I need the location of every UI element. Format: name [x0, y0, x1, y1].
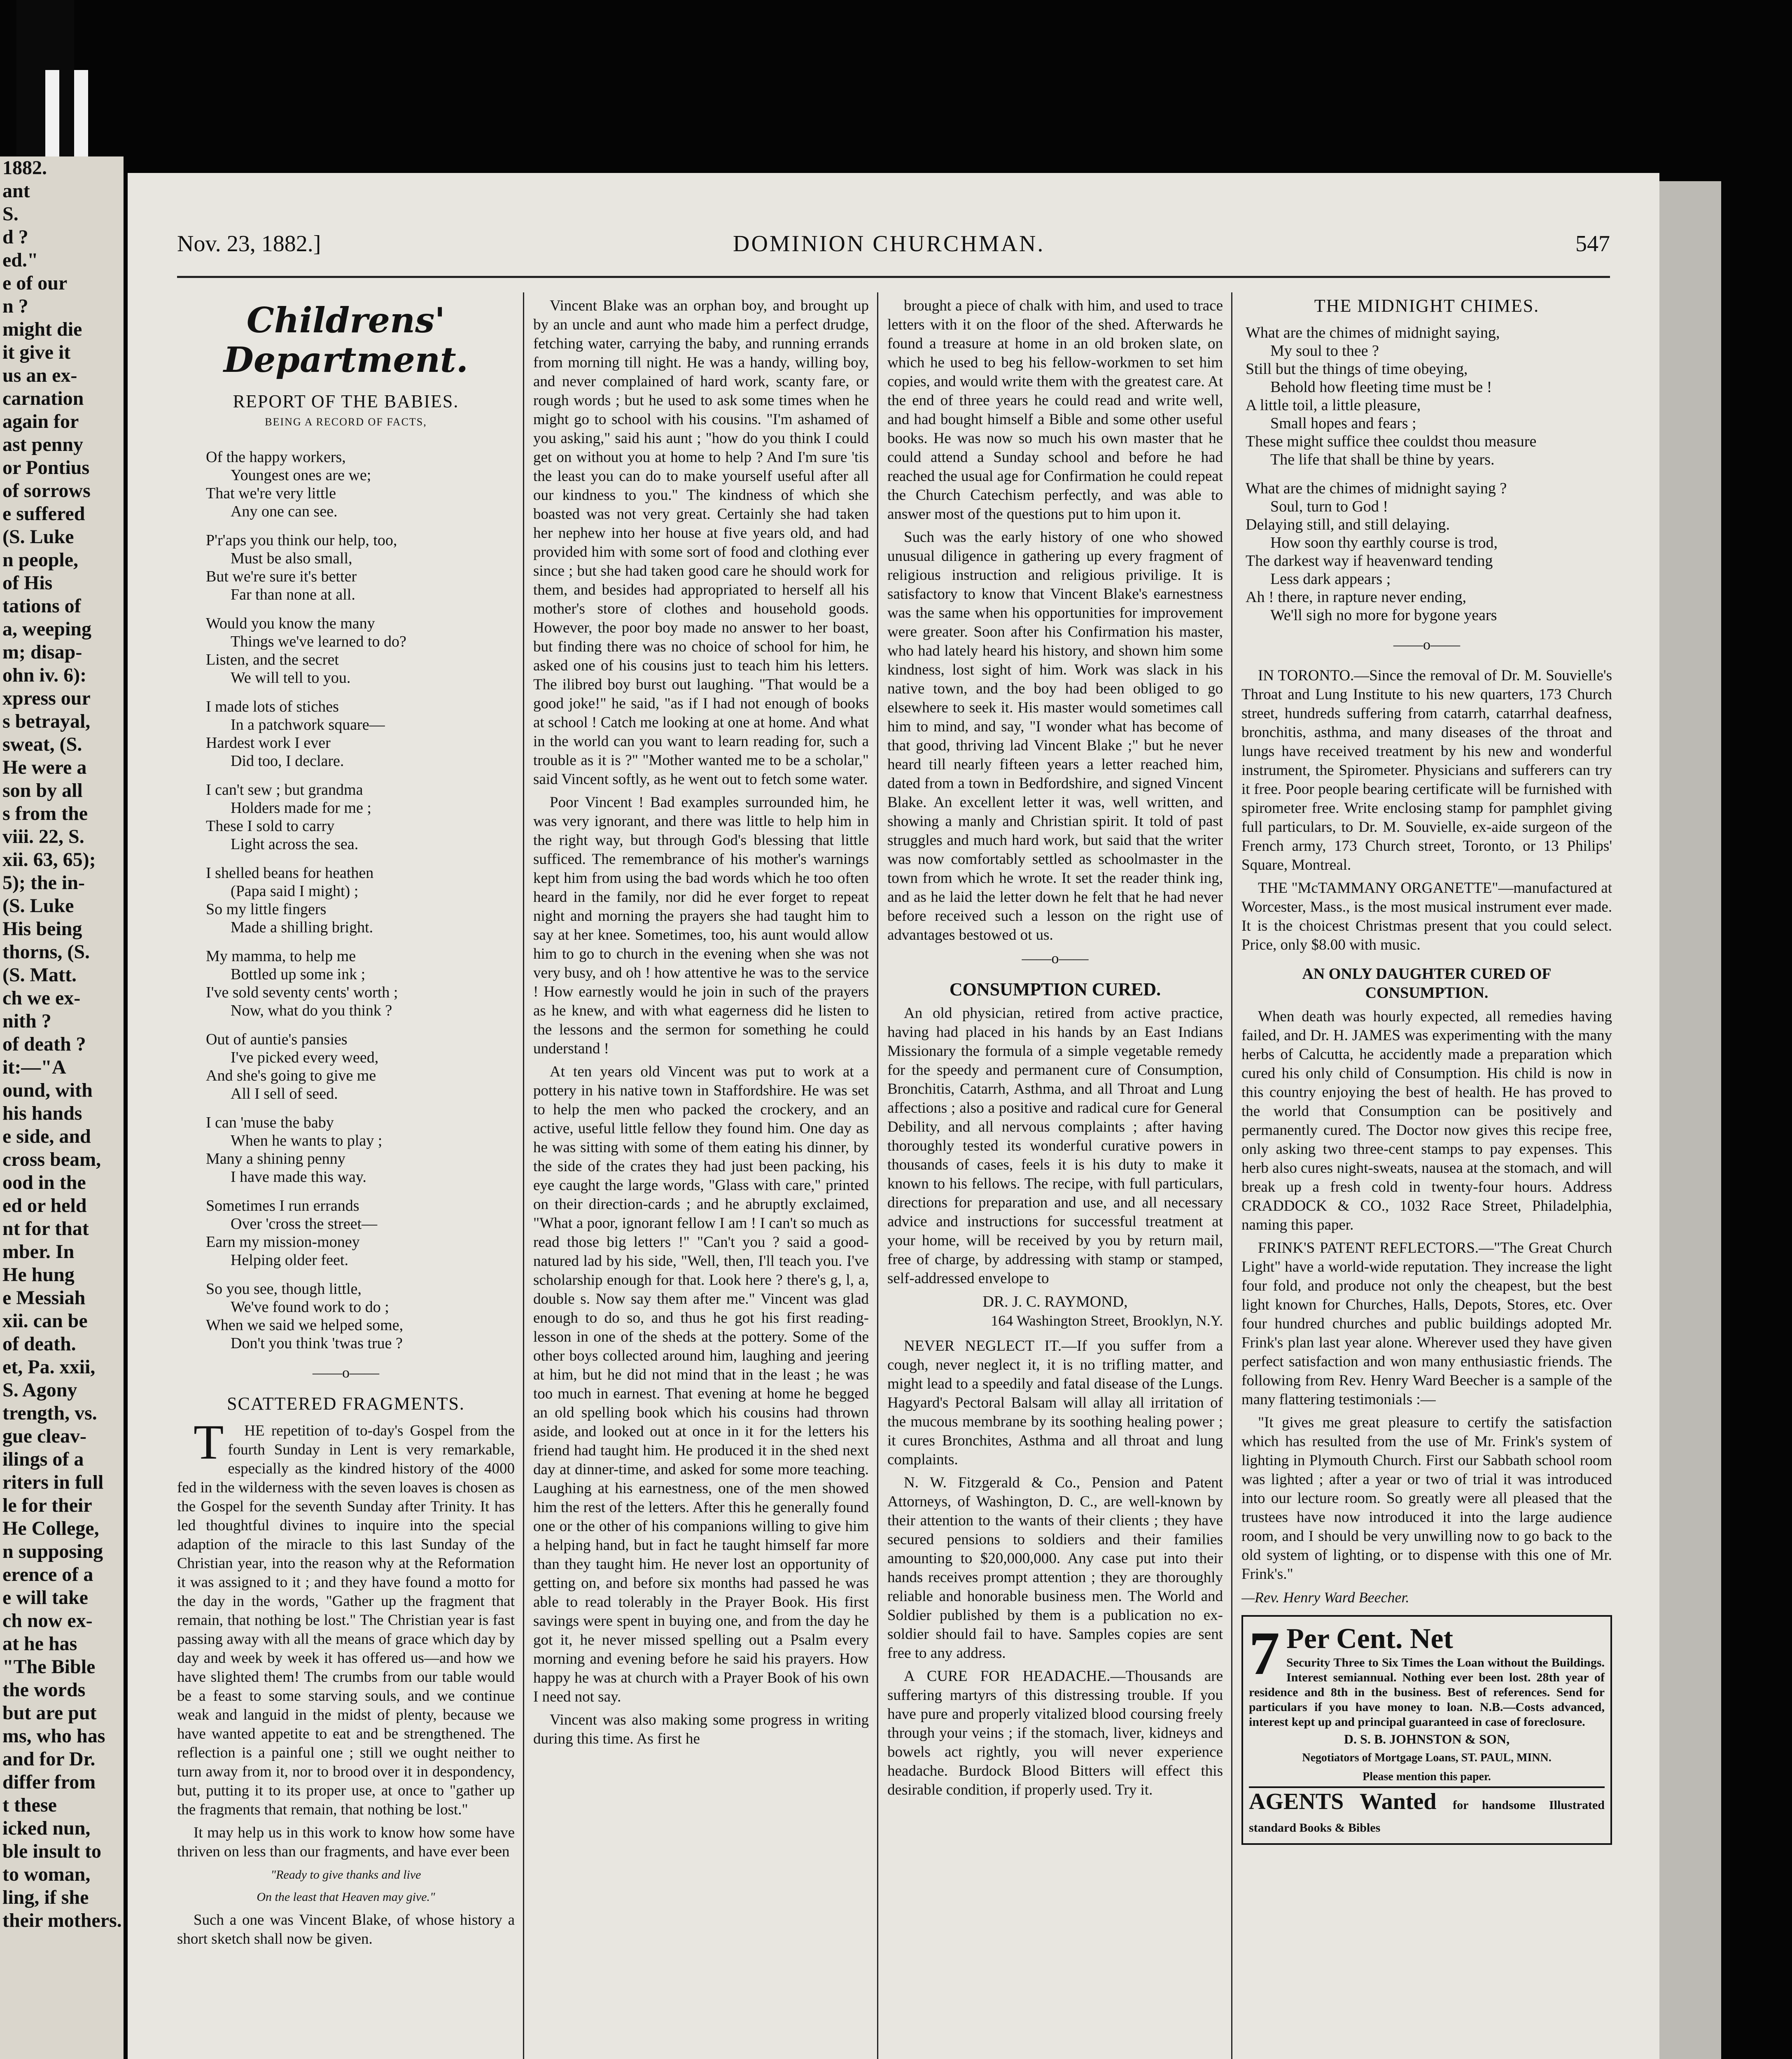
- fragment-line: n people,: [2, 549, 79, 571]
- page-edge: [1659, 181, 1721, 2059]
- poem-line: Light across the sea.: [231, 836, 359, 853]
- fragment-line: d ?: [2, 226, 28, 248]
- poem-line: Would you know the many: [206, 615, 375, 632]
- poem-line: Must be also small,: [231, 550, 352, 567]
- fragment-line: differ from: [2, 1771, 96, 1793]
- loan-advertisement: [1241, 1615, 1612, 1845]
- fragment-line: might die: [2, 318, 82, 340]
- fragment-line: xii. 63, 65);: [2, 849, 96, 871]
- poem-line: We've found work to do ;: [231, 1298, 389, 1316]
- fragment-line: xii. can be: [2, 1310, 88, 1332]
- paragraph: Such was the early history of one who showed unusual diligence in gathering up every fragment of religious instruction and religious privilige. It is satisfactory to know that Vincent Blake's earnestness was the same when his opportunities for improvement were greater. Soon after his Confirmation his master, who had lately heard his history, and shown him some kindness, lost sight of him. Work was slack in his native town, and the boy had been obliged to go elsewhere to seek it. His master would sometimes call him to mind, and say, "I wonder what has become of that good, thriving lad Vincent Blake ;" but he never heard till nearly fifteen years a letter reached him, dated from a town in Bedfordshire, and signed Vincent Blake. An excellent letter it was, well written, and showing a manly and Christian spirit. It told of past struggles and much hard work, but said that the writer was now comfortably settled as schoolmaster in the town from which he wrote. It set the reader think ing, and as he laid the letter down he felt that he had never before received such a lesson on the right use of advantages bestowed ot us.: [887, 529, 1223, 943]
- paragraph: brought a piece of chalk with him, and used to trace letters with it on the floor of the shed. Afterwards he found a treasure at home in an old broken slate, on which he used to beg his fellow-workmen to set him copies, and would write them with the greatest care. At the end of three years he could read and write well, and had bought himself a Bible and some other useful books. He was now so much his own master that he could attend a Sunday school and before he had reached the usual age for Confirmation he could repeat the Church Catechism perfectly, and was able to answer most of the questions put to him upon it.: [887, 297, 1223, 523]
- section-divider: ——o——: [1393, 636, 1460, 653]
- fragment-line: but are put: [2, 1702, 97, 1724]
- fragment-line: mber. In: [2, 1241, 75, 1263]
- poem-line: What are the chimes of midnight saying,: [1246, 324, 1500, 341]
- fragment-line: S. Agony: [2, 1379, 77, 1401]
- stanza: [206, 781, 515, 853]
- fragment-line: ound, with: [2, 1079, 93, 1101]
- poem-line: I have made this way.: [231, 1168, 366, 1186]
- poem-line: Things we've learned to do?: [231, 633, 406, 650]
- poem-line: Hardest work I ever: [206, 734, 331, 752]
- stanza: [206, 448, 515, 521]
- fragment-line: thorns, (S.: [2, 941, 90, 963]
- only-daughter-title: AN ONLY DAUGHTER CURED OF CONSUMPTION.: [1302, 965, 1552, 1001]
- poem-line: Any one can see.: [231, 503, 338, 520]
- fragment-line: ed.": [2, 249, 38, 271]
- fragment-line: to woman,: [2, 1863, 91, 1885]
- issue-date: Nov. 23, 1882.]: [177, 231, 321, 257]
- fragment-line: ms, who has: [2, 1725, 105, 1747]
- stanza: [206, 1197, 515, 1269]
- report-title: REPORT OF THE BABIES.: [233, 391, 459, 411]
- agents-rest: for handsome Illustrated standard Books & Bibles: [1249, 1798, 1605, 1835]
- fragment-line: 5); the in-: [2, 872, 85, 894]
- poem-line: Behold how fleeting time must be !: [1270, 378, 1492, 396]
- poem-line: Sometimes I run errands: [206, 1197, 359, 1214]
- poem-line: I've picked every weed,: [231, 1049, 379, 1066]
- fragment-line: et, Pa. xxii,: [2, 1356, 96, 1378]
- fragment-line: of death ?: [2, 1033, 86, 1055]
- notice: NEVER NEGLECT IT.—If you suffer from a cough, never neglect it, it is no trifling matter, and might lead to a speedily and fatal disease of the Lungs. Hagyard's Pectoral Balsam will allay all irritation of the mucous membrane by its soothing healing power ; it cures Bronchites, Asthma and all throat and lung complaints.: [887, 1338, 1223, 1468]
- masthead: DOMINION CHURCHMAN.: [733, 231, 1045, 257]
- poem-line: But we're sure it's better: [206, 568, 357, 585]
- fragment-line: ood in the: [2, 1172, 86, 1193]
- column-rule-1: [523, 292, 524, 2059]
- notice: THE "McTAMMANY ORGANETTE"—manufactured at Worcester, Mass., is the most musical instrument ever made. It is the choicest Christmas present that you could select. Price, only $8.00 with music.: [1241, 880, 1612, 953]
- page-header: [177, 231, 1610, 268]
- poem-line: Made a shilling bright.: [231, 919, 373, 936]
- poem-line: Holders made for me ;: [231, 799, 371, 817]
- paragraph: FRINK'S PATENT REFLECTORS.—"The Great Church Light" have a world-wide reputation. They increase the light four fold, and produce not only the cheapest, but the best light known for Churches, Halls, Depots, Stores, etc. Over four hundred churches and public buildings adopted Mr. Frink's plan last year alone. Wherever used they have given perfect satisfaction and won many enthusiastic friends. The following from Rev. Henry Ward Beecher is a sample of the many flattering testimonials :—: [1241, 1240, 1612, 1408]
- poem-babies: [177, 448, 515, 1352]
- fragment-line: ch now ex-: [2, 1610, 93, 1632]
- agents-wanted-ad: [1249, 1786, 1605, 1837]
- paragraph: It may help us in this work to know how some have thriven on less than our fragments, and have ever been: [177, 1824, 515, 1860]
- poem-line: In a patchwork square—: [231, 716, 385, 733]
- report-subtitle: BEING A RECORD OF FACTS,: [265, 416, 427, 428]
- poem-line: Helping older feet.: [231, 1251, 348, 1269]
- verse-line: "Ready to give thanks and live: [271, 1868, 421, 1882]
- stanza: [206, 531, 515, 604]
- stanza: [1246, 479, 1612, 624]
- quote: "It gives me great pleasure to certify the satisfaction which has resulted from the use of Mr. Frink's system of lighting in Plymouth Church. First our Sabbath school room was lighted ; after a year or two of trial it was introduced into our lecture room. So greatly were all pleased that the trustees have now introduced it into the large audience room, and I should be very unwilling now to go back to the old system of lighting, or to dispense with this one of Mr. Frink's.": [1241, 1414, 1612, 1583]
- fragment-line: ant: [2, 180, 30, 202]
- stanza: [206, 1030, 515, 1103]
- fragment-line: n supposing: [2, 1541, 103, 1562]
- poem-line: When he wants to play ;: [231, 1132, 383, 1149]
- paragraph: Such a one was Vincent Blake, of whose history a short sketch shall now be given.: [177, 1912, 515, 1947]
- poem-line: The darkest way if heavenward tending: [1246, 552, 1493, 570]
- fragment-line: ling, if she: [2, 1886, 89, 1908]
- poem-line: (Papa said I might) ;: [231, 882, 359, 900]
- paragraph: Poor Vincent ! Bad examples surrounded him, he was very ignorant, and there was little to help him in the right way, but through God's blessing that little sufficed. The remembrance of his mother's warnings kept him from using the bad words which he too often heard in the family, nor did he ever forget to repeat night and morning the prayers she had taught him to say at her knee. Sometimes, too, his aunt would allow him to go to church in the evening when she was not very busy, and oh ! how attentive he was to the service ! How earnestly would he join in such of the prayers as he knew, and with what eagerness did he listen to the lessons and the sermon for something he could understand !: [533, 794, 869, 1057]
- poem-line: Many a shining penny: [206, 1150, 345, 1167]
- poem-line: These I sold to carry: [206, 817, 335, 835]
- department-title: Childrens' Department.: [224, 300, 468, 380]
- fragment-line: s from the: [2, 803, 88, 824]
- notice: IN TORONTO.—Since the removal of Dr. M. Souvielle's Throat and Lung Institute to his new quarters, 173 Church street, hundreds suffering from catarrh, catarrhal deafness, bronchitis, asthma, and many diseases of the throat and lungs have received treatment by his new and wonderful instrument, the Spirometer. Physicians and sufferers can try it free. Poor people bearing certificate will be furnished with spirometer free. Write enclosing stamp for pamphlet giving full particulars, to Dr. M. Souvielle, ex-aide surgeon of the French army, 173 Church street, Toronto, or 13 Philips' Square, Montreal.: [1241, 667, 1612, 873]
- adjacent-page-fragment: [0, 156, 124, 2059]
- poem-line: Youngest ones are we;: [231, 467, 371, 484]
- beecher-signature: —Rev. Henry Ward Beecher.: [1241, 1589, 1409, 1606]
- ad-mention: Please mention this paper.: [1363, 1770, 1491, 1783]
- column-rule-2: [877, 292, 878, 2059]
- fragment-line: and for Dr.: [2, 1748, 96, 1770]
- stanza: [1246, 324, 1612, 469]
- fragment-line: it give it: [2, 341, 71, 363]
- poem-line: What are the chimes of midnight saying ?: [1246, 480, 1507, 497]
- poem-line: We'll sigh no more for bygone years: [1270, 607, 1497, 624]
- header-rule: [177, 276, 1610, 278]
- fragment-line: of His: [2, 572, 53, 594]
- fragment-line: gue cleav-: [2, 1425, 86, 1447]
- fragment-line: ohn iv. 6):: [2, 664, 87, 686]
- poem-line: I shelled beans for heathen: [206, 864, 374, 882]
- ad-firm-sub: Negotiators of Mortgage Loans, ST. PAUL, MINN.: [1302, 1751, 1552, 1764]
- fragment-line: son by all: [2, 780, 83, 801]
- fragment-line: n ?: [2, 295, 28, 317]
- raymond-name: DR. J. C. RAYMOND,: [982, 1293, 1128, 1310]
- poem-line: The life that shall be thine by years.: [1270, 451, 1495, 468]
- fragment-line: erence of a: [2, 1564, 93, 1585]
- fragment-line: xpress our: [2, 687, 91, 709]
- stanza: [206, 1114, 515, 1186]
- paragraph: Vincent was also making some progress in writing during this time. As first he: [533, 1711, 869, 1747]
- fragment-line: e suffered: [2, 503, 85, 525]
- fragment-line: m; disap-: [2, 641, 82, 663]
- fragment-line: He College,: [2, 1517, 99, 1539]
- fragment-line: the words: [2, 1679, 86, 1701]
- fragment-line: it:—"A: [2, 1056, 66, 1078]
- fragment-line: of sorrows: [2, 480, 91, 502]
- fragment-line: le for their: [2, 1494, 92, 1516]
- paragraph: An old physician, retired from active practice, having had placed in his hands by an East Indians Missionary the formula of a simple vegetable remedy for the speedy and permanent cure of Consumption, Bronchitis, Catarrh, Asthma, and all Throat and Lung affections ; also a positive and radical cure for General Debility, and all nervous complaints ; after having thoroughly tested its wonderful curative powers in thousands of cases, feels it is his duty to make it known to his fellows. The recipe, with full particulars, directions for preparation and use, and all necessary advice and instructions for successful treatment at your home, will be received by you by return mail, free of charge, by addressing with stamp or stamped, self-addressed envelope to: [887, 1005, 1223, 1287]
- fragment-line: a, weeping: [2, 618, 91, 640]
- poem-line: And she's going to give me: [206, 1067, 376, 1084]
- agents-headline: AGENTS Wanted: [1249, 1789, 1437, 1814]
- paragraph: At ten years old Vincent was put to work at a pottery in his native town in Staffordshire. He was set to help the men who packed the crockery, and an active, useful little fellow they found him. One day as he was sitting with some of them eating his dinner, by the side of the crates they had just been packing, his eye caught the large words, "Glass with care," printed on their direction-cards ; and he abruptly exclaimed, "What a poor, ignorant fellow I am ! I can't so much as read those big letters !" "Can't you ? said a good-natured lad by his side, "Well, then, I'll teach you. I've scholarship enough for that. Look here ? there's g, l, a, double s. Now say them after me." Vincent was glad enough to do so, and thus he got his first reading-lesson in one of the sheds at the pottery. Some of the other boys collected around him, laughing and jeering at him, but he did not mind that in the least ; he was too much in earnest. That evening at home he begged an old spelling book which his cousins had thrown aside, and looked out at once in it for the letters his friend had taught him. He produced it in the shed next day at dinner-time, and asked for some more teaching. Laughing at his earnestness, one of the men showed him the rest of the letters. After this he generally found one or the other of his companions willing to give him a helping hand, but in fact he taught himself far more than they taught him. He never lost an opportunity of getting on, and before six months had passed he was able to read tolerably in the Prayer Book. His first savings were spent in buying one, and from the day he got it, he never missed spelling out a Psalm every morning and evening before he said his prayers. How happy he was at church with a Prayer Book of his own I need not say.: [533, 1063, 869, 1705]
- stanza: [206, 1280, 515, 1352]
- poem-line: I made lots of stiches: [206, 698, 339, 715]
- poem-line: Soul, turn to God !: [1270, 498, 1388, 515]
- fragment-line: viii. 22, S.: [2, 826, 84, 847]
- fragment-line: tations of: [2, 595, 81, 617]
- fragment-line: e side, and: [2, 1125, 91, 1147]
- poem-line: Over 'cross the street—: [231, 1215, 378, 1233]
- poem-line: Still but the things of time obeying,: [1246, 360, 1468, 378]
- poem-line: So my little fingers: [206, 901, 327, 918]
- fragment-line: He hung: [2, 1264, 75, 1286]
- fragment-line: cross beam,: [2, 1149, 101, 1170]
- page-number: 547: [1575, 231, 1610, 257]
- fragment-line: (S. Luke: [2, 895, 74, 917]
- verse-line: On the least that Heaven may give.": [257, 1890, 435, 1904]
- fragment-line: e will take: [2, 1587, 88, 1608]
- stanza: [206, 947, 515, 1020]
- consumption-cured-title: CONSUMPTION CURED.: [949, 979, 1161, 999]
- poem-line: My soul to thee ?: [1270, 342, 1379, 360]
- fragment-line: icked nun,: [2, 1817, 91, 1839]
- fragment-line: His being: [2, 918, 82, 940]
- poem-line: Out of auntie's pansies: [206, 1031, 348, 1048]
- fragment-line: nith ?: [2, 1010, 51, 1032]
- poem-line: Don't you think 'twas true ?: [231, 1335, 403, 1352]
- fragment-line: ed or held: [2, 1195, 87, 1216]
- poem-line: Delaying still, and still delaying.: [1246, 516, 1450, 533]
- poem-line: I can 'muse the baby: [206, 1114, 334, 1131]
- poem-line: Less dark appears ;: [1270, 570, 1391, 588]
- fragment-line: sweat, (S.: [2, 733, 82, 755]
- paragraph: THE repetition of to-day's Gospel from the fourth Sunday in Lent is very remarkable, especially as the kindred history of the 4000 fed in the wilderness with the seven loaves is chosen as the Gospel for the seventh Sunday after Trinity. It has led thoughtful divines to inquire into the special adaption of the miracle to this last Sunday of the Christian year, into the reason why at the Reformation it was assigned to it ; and they have found a motto for the day in the words, "Gather up the fragment that remain, that nothing be lost." The Christian year is fast passing away with all the means of grace which day by day and week by week it has offered us—and how we have slighted them! The crumbs from our table would be a feast to some starving souls, and we continue weak and languid in the midst of plenty, because we have wanted appetite to eat and be strengthened. The reflection is a painful one ; still we ought neither to turn away from it, nor to brood over it in despondency, but, putting it to its proper use, at once to "gather up the fragments that remain, that nothing be lost.": [177, 1415, 515, 1818]
- fragment-line: us an ex-: [2, 364, 77, 386]
- fragment-line: of death.: [2, 1333, 76, 1355]
- poem-line: I've sold seventy cents' worth ;: [206, 984, 398, 1001]
- fragment-line: his hands: [2, 1102, 82, 1124]
- poem-midnight-chimes: [1241, 324, 1612, 624]
- poem-line: A little toil, a little pleasure,: [1246, 397, 1421, 414]
- fragment-line: 1882.: [2, 157, 47, 179]
- fragment-line: ch we ex-: [2, 987, 81, 1009]
- ad-firm: D. S. B. JOHNSTON & SON,: [1344, 1732, 1510, 1746]
- poem-line: So you see, though little,: [206, 1280, 362, 1298]
- section-divider: ——o——: [313, 1364, 379, 1381]
- stanza: [206, 614, 515, 687]
- fragment-line: (S. Matt.: [2, 964, 77, 986]
- stanza: [206, 698, 515, 770]
- fragments-title: SCATTERED FRAGMENTS.: [227, 1394, 465, 1414]
- fragment-line: trength, vs.: [2, 1402, 97, 1424]
- ad-big-digit: 7: [1249, 1619, 1280, 1688]
- fragment-line: He were a: [2, 756, 87, 778]
- fragment-line: e of our: [2, 272, 68, 294]
- poem-line: We will tell to you.: [231, 669, 351, 686]
- fragment-line: t these: [2, 1794, 57, 1816]
- poem-line: Now, what do you think ?: [231, 1002, 392, 1019]
- section-divider: ——o——: [1022, 950, 1089, 966]
- fragments-text: [177, 1415, 515, 1861]
- poem-line: Ah ! there, in rapture never ending,: [1246, 588, 1467, 606]
- fragment-line: (S. Luke: [2, 526, 74, 548]
- chimes-title: THE MIDNIGHT CHIMES.: [1314, 296, 1540, 316]
- poem-line: Earn my mission-money: [206, 1233, 360, 1251]
- poem-line: I can't sew ; but grandma: [206, 781, 363, 798]
- poem-line: Did too, I declare.: [231, 752, 344, 770]
- fragment-line: carnation: [2, 388, 84, 409]
- paragraph: When death was hourly expected, all remedies having failed, and Dr. H. JAMES was experimenting with the many herbs of Calcutta, he accidently made a preparation which cured his only child of Consumption. His child is now in this country enjoying the best of health. He has proved to the world that Consumption can be positively and permanently cured. The Doctor now gives this recipe free, only asking two three-cent stamps to pay expenses. This herb also cures night-sweats, nausea at the stomach, and will break up a fresh cold in twenty-four hours. Address CRADDOCK & CO., 1032 Race Street, Philadelphia, naming this paper.: [1241, 1008, 1612, 1233]
- fragment-line: ilings of a: [2, 1448, 84, 1470]
- poem-line: All I sell of seed.: [231, 1085, 338, 1102]
- raymond-address: 164 Washington Street, Brooklyn, N.Y.: [991, 1312, 1223, 1329]
- fragment-line: "The Bible: [2, 1656, 96, 1678]
- poem-line: P'r'aps you think our help, too,: [206, 532, 397, 549]
- notice: A CURE FOR HEADACHE.—Thousands are suffering martyrs of this distressing trouble. If you have pure and properly vitalized blood coursing freely through your veins ; if the stomach, liver, kidneys and bowels act rightly, you will never experience headache. Burdock Blood Bitters will effect this desirable condition, if properly used. Try it.: [887, 1668, 1223, 1798]
- column-three: [887, 296, 1223, 2059]
- fragment-line: riters in full: [2, 1471, 104, 1493]
- poem-line: These might suffice thee couldst thou measure: [1246, 433, 1537, 450]
- fragment-line: or Pontius: [2, 457, 90, 479]
- fragment-line: again for: [2, 411, 79, 432]
- poem-line: Small hopes and fears ;: [1270, 415, 1416, 432]
- newspaper-page: [128, 173, 1659, 2059]
- poem-line: Of the happy workers,: [206, 448, 346, 466]
- fragment-line: ast penny: [2, 434, 84, 455]
- poem-line: Bottled up some ink ;: [231, 966, 366, 983]
- ad-headline: Per Cent. Net: [1286, 1623, 1453, 1655]
- fragment-line: their mothers.: [2, 1910, 122, 1931]
- column-vincent-blake: [533, 296, 869, 2059]
- poem-line: My mamma, to help me: [206, 948, 356, 965]
- fragment-line: e Messiah: [2, 1287, 86, 1309]
- poem-line: Listen, and the secret: [206, 651, 339, 668]
- column-four: [1241, 296, 1612, 2059]
- fragment-line: S.: [2, 203, 19, 225]
- column-rule-3: [1231, 292, 1232, 2059]
- fragment-line: s betrayal,: [2, 710, 91, 732]
- ad-text: Security Three to Six Times the Loan without the Buildings. Interest semiannual. Nothing ever been lost. 28th year of residence and 8th in the business. Best of references. Send for particulars if you have money to loan. N.B.—Costs advanced, interest kept up and principal guaranteed in case of foreclosure.: [1249, 1656, 1605, 1729]
- poem-line: When we said we helped some,: [206, 1317, 404, 1334]
- poem-line: Far than none at all.: [231, 586, 355, 603]
- column-childrens-department: [177, 296, 515, 2059]
- fragment-line: at he has: [2, 1633, 77, 1655]
- poem-line: How soon thy earthly course is trod,: [1270, 534, 1498, 551]
- notice: N. W. Fitzgerald & Co., Pension and Patent Attorneys, of Washington, D. C., are well-known by their attention to the wants of their clients ; they have secured pensions to soldiers and their families amounting to $20,000,000. Any case put into their hands receives prompt attention ; they are thoroughly reliable and honorable business men. The World and Soldier published by them is a publication no ex-soldier should fail to have. Samples copies are sent free to any address.: [887, 1474, 1223, 1662]
- paragraph: Vincent Blake was an orphan boy, and brought up by an uncle and aunt who made him a perfect drudge, fetching water, carrying the baby, and running errands from morning till night. He was a handy, willing boy, and never complained of hard work, scanty fare, or rough words ; but he used to ask some times when he might go to school with his cousins. "I'm ashamed of you asking," said his aunt ; "how do you think I could get on without you at home to help ? And I'm sure 'tis the least you can do to make yourself useful after all our kindness to you." The kindness of which she boasted was not very great. Certainly she had taken her nephew into her house at five years old, and had provided him with some sort of food and clothing ever since ; but she had taken good care he should work for them, and besides had appropriated to herself all his mother's store of clothes and household goods. However, the poor boy made no answer to her boast, but finding there was no choice of school for him, he asked one of his cousins just to teach him his letters. The ilibred boy burst out laughing. "That would be a good joke!" he said, "as if I had not enough of books at school ! Catch me looking at one at home. And what in the world can you want to learn reading for, such a trouble as it is ?" "Mother wanted me to be a scholar," said Vincent softly, as he went out to fetch some water.: [533, 297, 869, 788]
- fragment-line: nt for that: [2, 1218, 89, 1240]
- fragment-line: ble insult to: [2, 1840, 102, 1862]
- stanza: [206, 864, 515, 936]
- poem-line: That we're very little: [206, 485, 336, 502]
